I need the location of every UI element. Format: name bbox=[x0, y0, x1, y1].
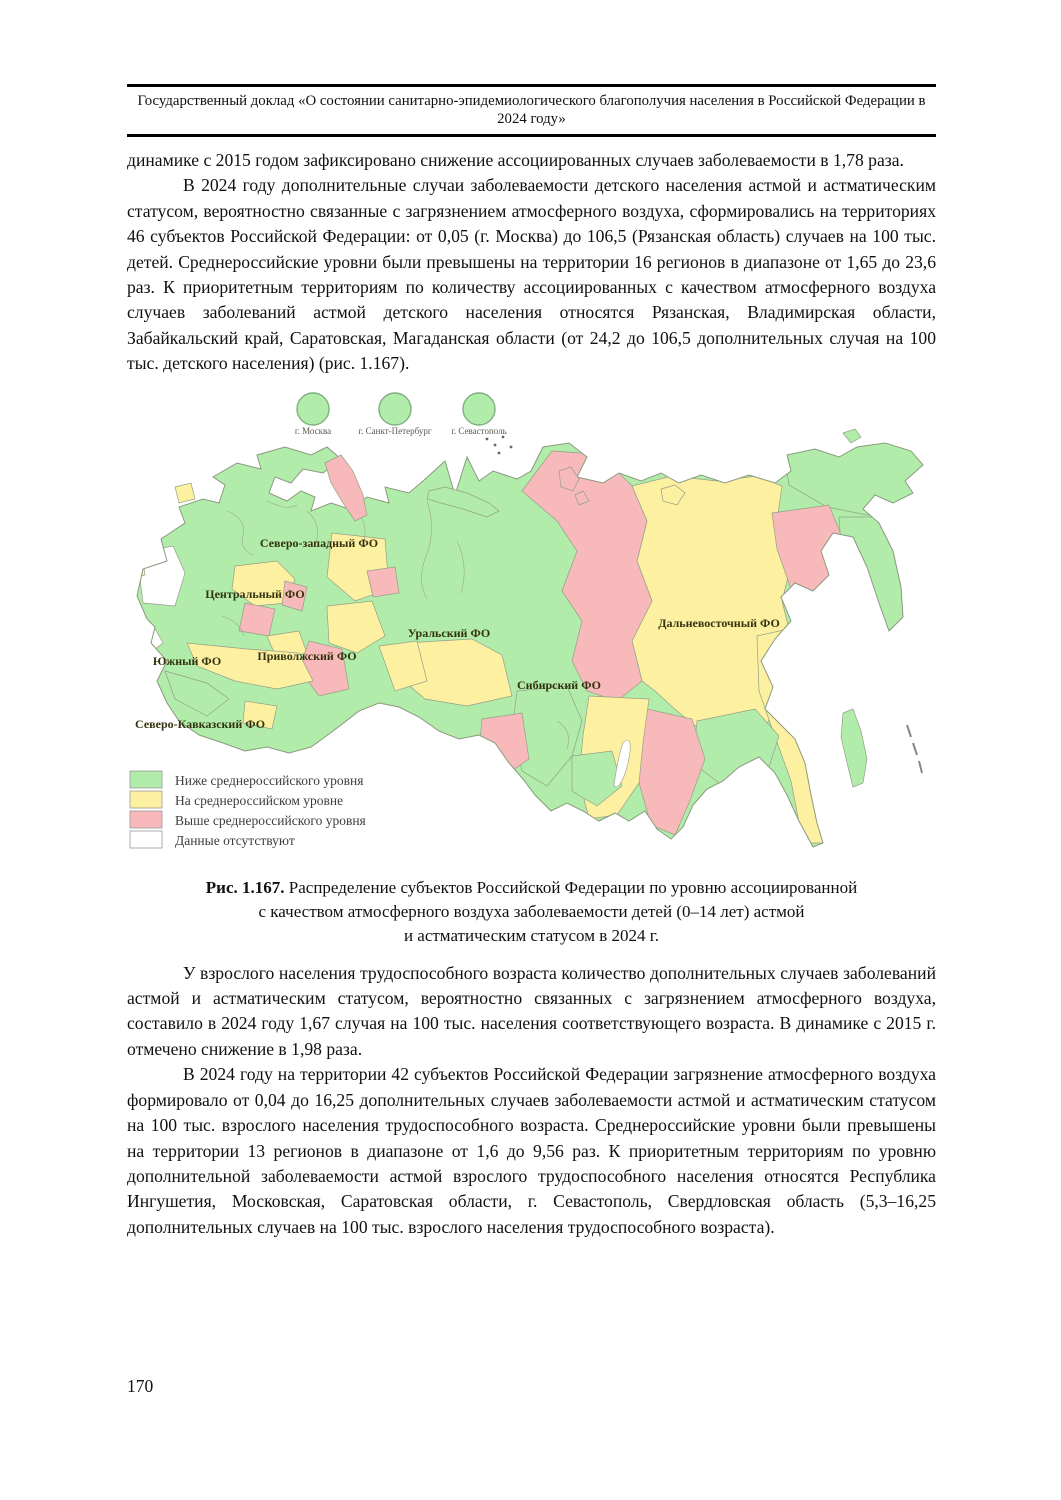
moscow-city-label: г. Москва bbox=[294, 425, 332, 436]
legend-label-nodata: Данные отсутствуют bbox=[175, 832, 295, 848]
arctic-archipelago-dots bbox=[486, 435, 513, 454]
page-number: 170 bbox=[127, 1376, 154, 1396]
paragraph-3: У взрослого населения трудоспособного возраста количество дополнительных случаев заболеваний астмой и астматическим статусом, вероятностно связанных с загрязнением атмосферного воздуха, составило в 2024 году 1,67 случая на 100 тыс. населения соответствующего возраста. В динамике с 2015 г. отмечено снижение в 1,98 раза. bbox=[127, 962, 936, 1059]
city-markers bbox=[295, 393, 507, 436]
kuril-islands bbox=[907, 725, 922, 773]
map-legend bbox=[130, 771, 366, 848]
label-fareast-fd: Дальневосточный ФО bbox=[658, 615, 780, 630]
label-nw-fd: Северо-западный ФО bbox=[259, 535, 379, 550]
legend-label-avg: На среднероссийском уровне bbox=[175, 792, 344, 808]
legend-label-above: Выше среднероссийского уровня bbox=[175, 812, 366, 828]
caption-line-3: и астматическим статусом в 2024 г. bbox=[403, 925, 660, 945]
region-volga-above2 bbox=[367, 567, 399, 597]
legend-swatch-nodata bbox=[130, 831, 162, 848]
paragraph-4: В 2024 году на территории 42 субъектов Российской Федерации загрязнение атмосферного воздуха формировало от 0,04 до 16,25 дополнительных случаев заболеваемости астмой и астматическим статусом на 100 тыс. взрослого населения трудоспособного возраста. Среднероссийские уровни были превышены на территории 13 регионов в диапазоне от 1,6 до 9,56 раз. К приоритетным территориям по уровню дополнительной заболеваемости астмой взрослого трудоспособного населения относятся Республика Ингушетия, Московская, Саратовская области, г. Севастополь, Свердловская область (5,3–16,25 дополнительных случаев на 100 тыс. взрослого населения трудоспособного возраста). bbox=[127, 1064, 936, 1237]
sevastopol-city-circle bbox=[463, 393, 495, 425]
sevastopol-city-label: г. Севастополь bbox=[451, 425, 507, 436]
label-north-caucasus-fd: Северо-Кавказский ФО bbox=[135, 716, 266, 731]
label-south-fd: Южный ФО bbox=[152, 653, 222, 668]
russia-districts-map bbox=[127, 391, 937, 861]
legend-swatch-above bbox=[130, 811, 162, 828]
running-header-title: Государственный доклад «О состоянии санитарно-эпидемиологического благополучия населения в Российской Федерации в 2024 году» bbox=[137, 93, 926, 127]
region-kaliningrad bbox=[175, 483, 195, 503]
spb-city-circle bbox=[379, 393, 411, 425]
island-sakhalin bbox=[841, 709, 867, 787]
label-volga-fd: Приволжский ФО bbox=[257, 648, 357, 663]
paragraph-1: динамике с 2015 годом зафиксировано снижение ассоциированных случаев заболеваемости в 1,78 раза. bbox=[127, 150, 904, 170]
figure-map-russia bbox=[127, 391, 937, 861]
region-west-avg bbox=[127, 549, 145, 579]
caption-line-1: Рис. 1.167. Распределение субъектов Российской Федерации по уровню ассоциированной bbox=[205, 877, 858, 897]
caption-line-2: с качеством атмосферного воздуха заболеваемости детей (0–14 лет) астмой bbox=[258, 901, 805, 921]
spb-city-label: г. Санкт-Петербург bbox=[358, 425, 432, 436]
island-wrangel bbox=[843, 429, 861, 443]
paragraph-2: В 2024 году дополнительные случаи заболеваемости детского населения астмой и астматическим статусом, вероятностно связанные с загрязнением атмосферного воздуха, сформировались на территориях 46 субъектов Российской Федерации: от 0,05 (г. Москва) до 106,5 (Рязанская область) случаев на 100 тыс. детей. Среднероссийские уровни были превышены на территории 16 регионов в диапазоне от 1,65 до 23,6 раз. К приоритетным территориям по количеству ассоциированных с качеством атмосферного воздуха случаев заболеваний астмой детского населения относятся Рязанская, Владимирская области, Забайкальский край, Саратовская, Магаданская области (от 24,2 до 106,5 дополнительных случая на 100 тыс. детского населения) (рис. 1.167). bbox=[127, 175, 936, 374]
label-siberia-fd: Сибирский ФО bbox=[516, 677, 602, 692]
legend-swatch-avg bbox=[130, 791, 162, 808]
label-central-fd: Центральный ФО bbox=[205, 586, 305, 601]
legend-swatch-below bbox=[130, 771, 162, 788]
label-ural-fd: Уральский ФО bbox=[407, 625, 491, 640]
legend-label-below: Ниже среднероссийского уровня bbox=[175, 772, 364, 788]
moscow-city-circle bbox=[297, 393, 329, 425]
figure-caption bbox=[127, 876, 936, 948]
running-header bbox=[127, 84, 936, 137]
region-central-above1 bbox=[239, 603, 275, 636]
caption-figure-number: Рис. 1.167. bbox=[205, 877, 285, 897]
